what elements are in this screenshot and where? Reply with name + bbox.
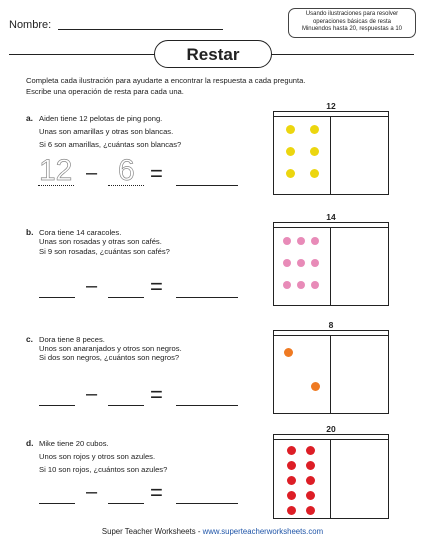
yellow-dot: [310, 169, 319, 178]
problem-text: Aiden tiene 12 pelotas de ping pong.: [39, 114, 163, 123]
instructions-line: Completa cada ilustración para ayudarte a encontrar la respuesta a cada pregunta.: [26, 76, 306, 85]
red-dot: [306, 476, 315, 485]
equals-sign: =: [150, 161, 163, 186]
box-total: 14: [326, 212, 336, 222]
answer-blank: [108, 185, 144, 186]
orange-dot: [311, 382, 320, 391]
pink-dot: [311, 259, 319, 267]
name-label: Nombre:: [9, 19, 52, 31]
answer-blank[interactable]: [176, 185, 238, 186]
footer-brand: Super Teacher Worksheets: [101, 527, 196, 536]
red-dot: [306, 491, 315, 500]
answer-blank[interactable]: [39, 503, 75, 504]
pink-dot: [297, 259, 305, 267]
pink-dot: [297, 237, 305, 245]
problem-text: Si dos son negros, ¿cuántos son negros?: [39, 353, 180, 362]
red-dot: [306, 446, 315, 455]
problem-letter: c.: [26, 334, 33, 344]
pink-dot: [311, 281, 319, 289]
problem-text: Cora tiene 14 caracoles.: [39, 228, 122, 237]
illustration-frame: [273, 335, 389, 414]
problem-text: Mike tiene 20 cubos.: [39, 439, 109, 448]
red-dot: [306, 506, 315, 515]
red-dot: [287, 506, 296, 515]
pink-dot: [283, 281, 291, 289]
total-bracket: [273, 330, 389, 331]
red-dot: [287, 491, 296, 500]
equals-sign: =: [150, 274, 163, 299]
red-dot: [306, 461, 315, 470]
yellow-dot: [286, 125, 295, 134]
answer-blank[interactable]: [39, 405, 75, 406]
pink-dot: [297, 281, 305, 289]
answer-blank[interactable]: [176, 503, 238, 504]
yellow-dot: [310, 125, 319, 134]
pink-dot: [311, 237, 319, 245]
total-bracket: [273, 434, 389, 435]
red-dot: [287, 461, 296, 470]
problem-text: Si 6 son amarillas, ¿cuántas son blancas?: [39, 140, 182, 149]
description-line: Usando ilustraciones para resolver: [305, 11, 399, 17]
problem-text: Unas son rosadas y otras son cafés.: [39, 237, 162, 246]
description-line: Minuendos hasta 20, respuestas a 10: [301, 26, 403, 33]
problem-text: Unos son rojos y otros son azules.: [39, 452, 156, 461]
problem-letter: d.: [26, 438, 34, 448]
problem-letter: b.: [26, 227, 34, 237]
yellow-dot: [286, 147, 295, 156]
description-line: operaciones básicas de resta: [312, 18, 392, 25]
box-total: 20: [326, 424, 336, 434]
footer-link[interactable]: www.superteacherworksheets.com: [202, 527, 324, 536]
problem-text: Si 10 son rojos, ¿cuántos son azules?: [39, 465, 168, 474]
pink-dot: [283, 237, 291, 245]
total-bracket: [273, 111, 389, 112]
problem-text: Dora tiene 8 peces.: [39, 335, 105, 344]
answer-blank[interactable]: [39, 297, 75, 298]
problem-text: Si 9 son rosadas, ¿cuántas son cafés?: [39, 247, 170, 256]
instructions-line: Escribe una operación de resta para cada una.: [26, 87, 184, 96]
traced-number: 6: [118, 154, 135, 187]
answer-blank[interactable]: [176, 297, 238, 298]
box-total: 8: [328, 320, 334, 330]
pink-dot: [283, 259, 291, 267]
frame-divider: [330, 335, 331, 414]
red-dot: [287, 446, 296, 455]
name-input-line[interactable]: [58, 29, 223, 30]
minus-sign: –: [86, 383, 98, 405]
page-title: Restar: [154, 40, 272, 68]
equals-sign: =: [150, 480, 163, 505]
minus-sign: –: [86, 275, 98, 297]
total-bracket: [273, 222, 389, 223]
orange-dot: [284, 348, 293, 357]
footer-separator: -: [195, 527, 203, 536]
red-dot: [287, 476, 296, 485]
answer-blank[interactable]: [176, 405, 238, 406]
answer-blank[interactable]: [108, 297, 144, 298]
yellow-dot: [286, 169, 295, 178]
yellow-dot: [310, 147, 319, 156]
footer: [0, 527, 425, 536]
answer-blank: [38, 185, 74, 186]
frame-divider: [330, 439, 331, 519]
minus-sign: –: [86, 481, 98, 503]
box-total: 12: [326, 101, 336, 111]
problem-text: Unas son amarillas y otras son blancas.: [39, 127, 174, 136]
problem-text: Unos son anaranjados y otros son negros.: [39, 344, 182, 353]
problem-letter: a.: [26, 113, 33, 123]
answer-blank[interactable]: [108, 405, 144, 406]
frame-divider: [330, 116, 331, 195]
traced-number: 12: [39, 154, 73, 187]
frame-divider: [330, 227, 331, 306]
equals-sign: =: [150, 382, 163, 407]
worksheet-description: [288, 8, 416, 38]
minus-sign: –: [86, 162, 98, 184]
answer-blank[interactable]: [108, 503, 144, 504]
